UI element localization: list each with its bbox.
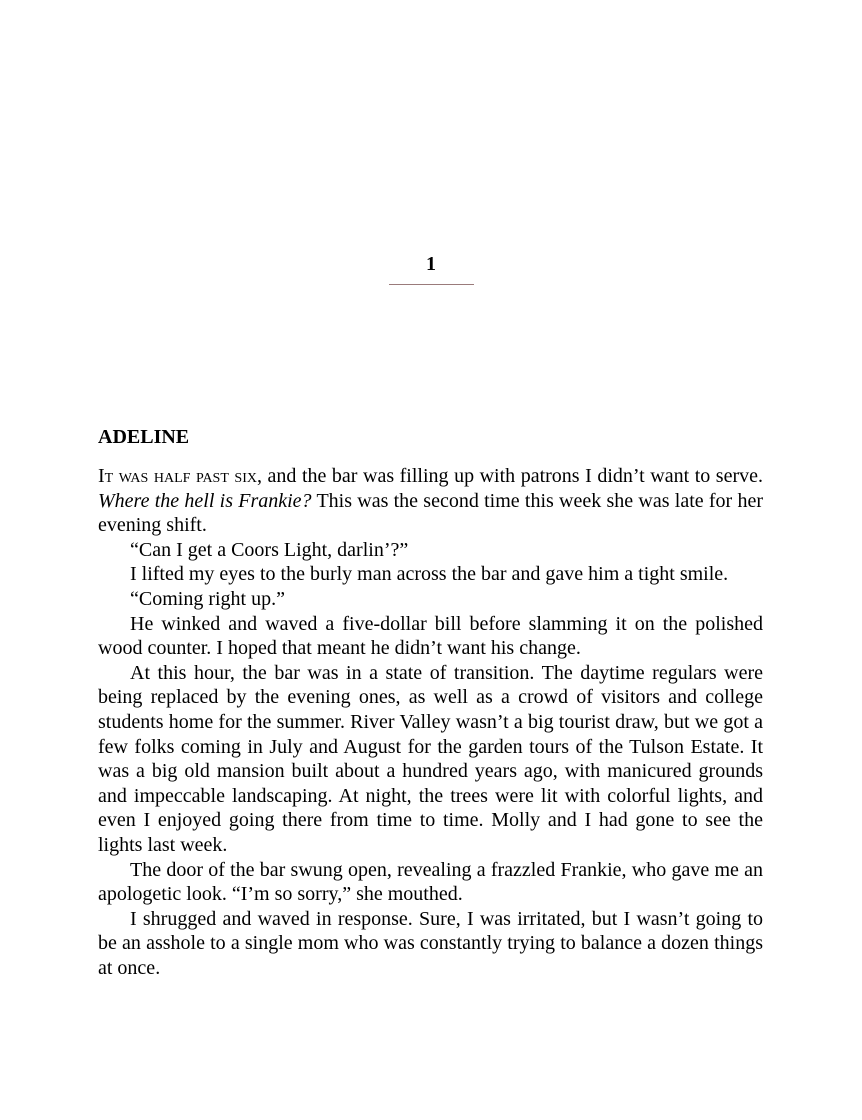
paragraph-1: [98, 464, 763, 538]
chapter-rule: [389, 284, 474, 285]
paragraph-1-text-b: This was the second time this week she was late for her evening shift.: [98, 489, 763, 537]
chapter-number: 1: [426, 253, 436, 275]
paragraph-6: At this hour, the bar was in a state of transition. The daytime regulars were being replaced by the evening ones, as well as a crowd of visitors and college students home for the summer. River Valley wasn’t a big tourist draw, but we got a few folks coming in July and August for the garden tours of the Tulson Estate. It was a big old mansion built about a hundred years ago, with manicured grounds and impeccable landscaping. At night, the trees were lit with colorful lights, and even I enjoyed going there from time to time. Molly and I had gone to see the lights last week.: [98, 661, 763, 856]
paragraph-1-text-a: , and the bar was filling up with patrons I didn’t want to serve.: [257, 465, 763, 487]
paragraph-2: “Can I get a Coors Light, darlin’?”: [130, 538, 409, 561]
paragraph-8: I shrugged and waved in response. Sure, I was irritated, but I wasn’t going to be an asshole to a single mom who was constantly trying to balance a dozen things at once.: [98, 907, 763, 979]
paragraph-1-italic: Where the hell is Frankie?: [98, 489, 312, 512]
opening-smallcaps: It was half past six: [98, 465, 257, 487]
pov-heading: ADELINE: [98, 426, 190, 448]
paragraph-4: “Coming right up.”: [130, 587, 285, 610]
paragraph-3: I lifted my eyes to the burly man across the bar and gave him a tight smile.: [130, 563, 729, 586]
paragraph-5: He winked and waved a five-dollar bill before slamming it on the polished wood counter. I hoped that meant he didn’t want his change.: [98, 612, 763, 660]
chapter-body: [98, 464, 763, 980]
paragraph-7: The door of the bar swung open, revealing a frazzled Frankie, who gave me an apologetic look. “I’m so sorry,” she mouthed.: [98, 858, 763, 906]
